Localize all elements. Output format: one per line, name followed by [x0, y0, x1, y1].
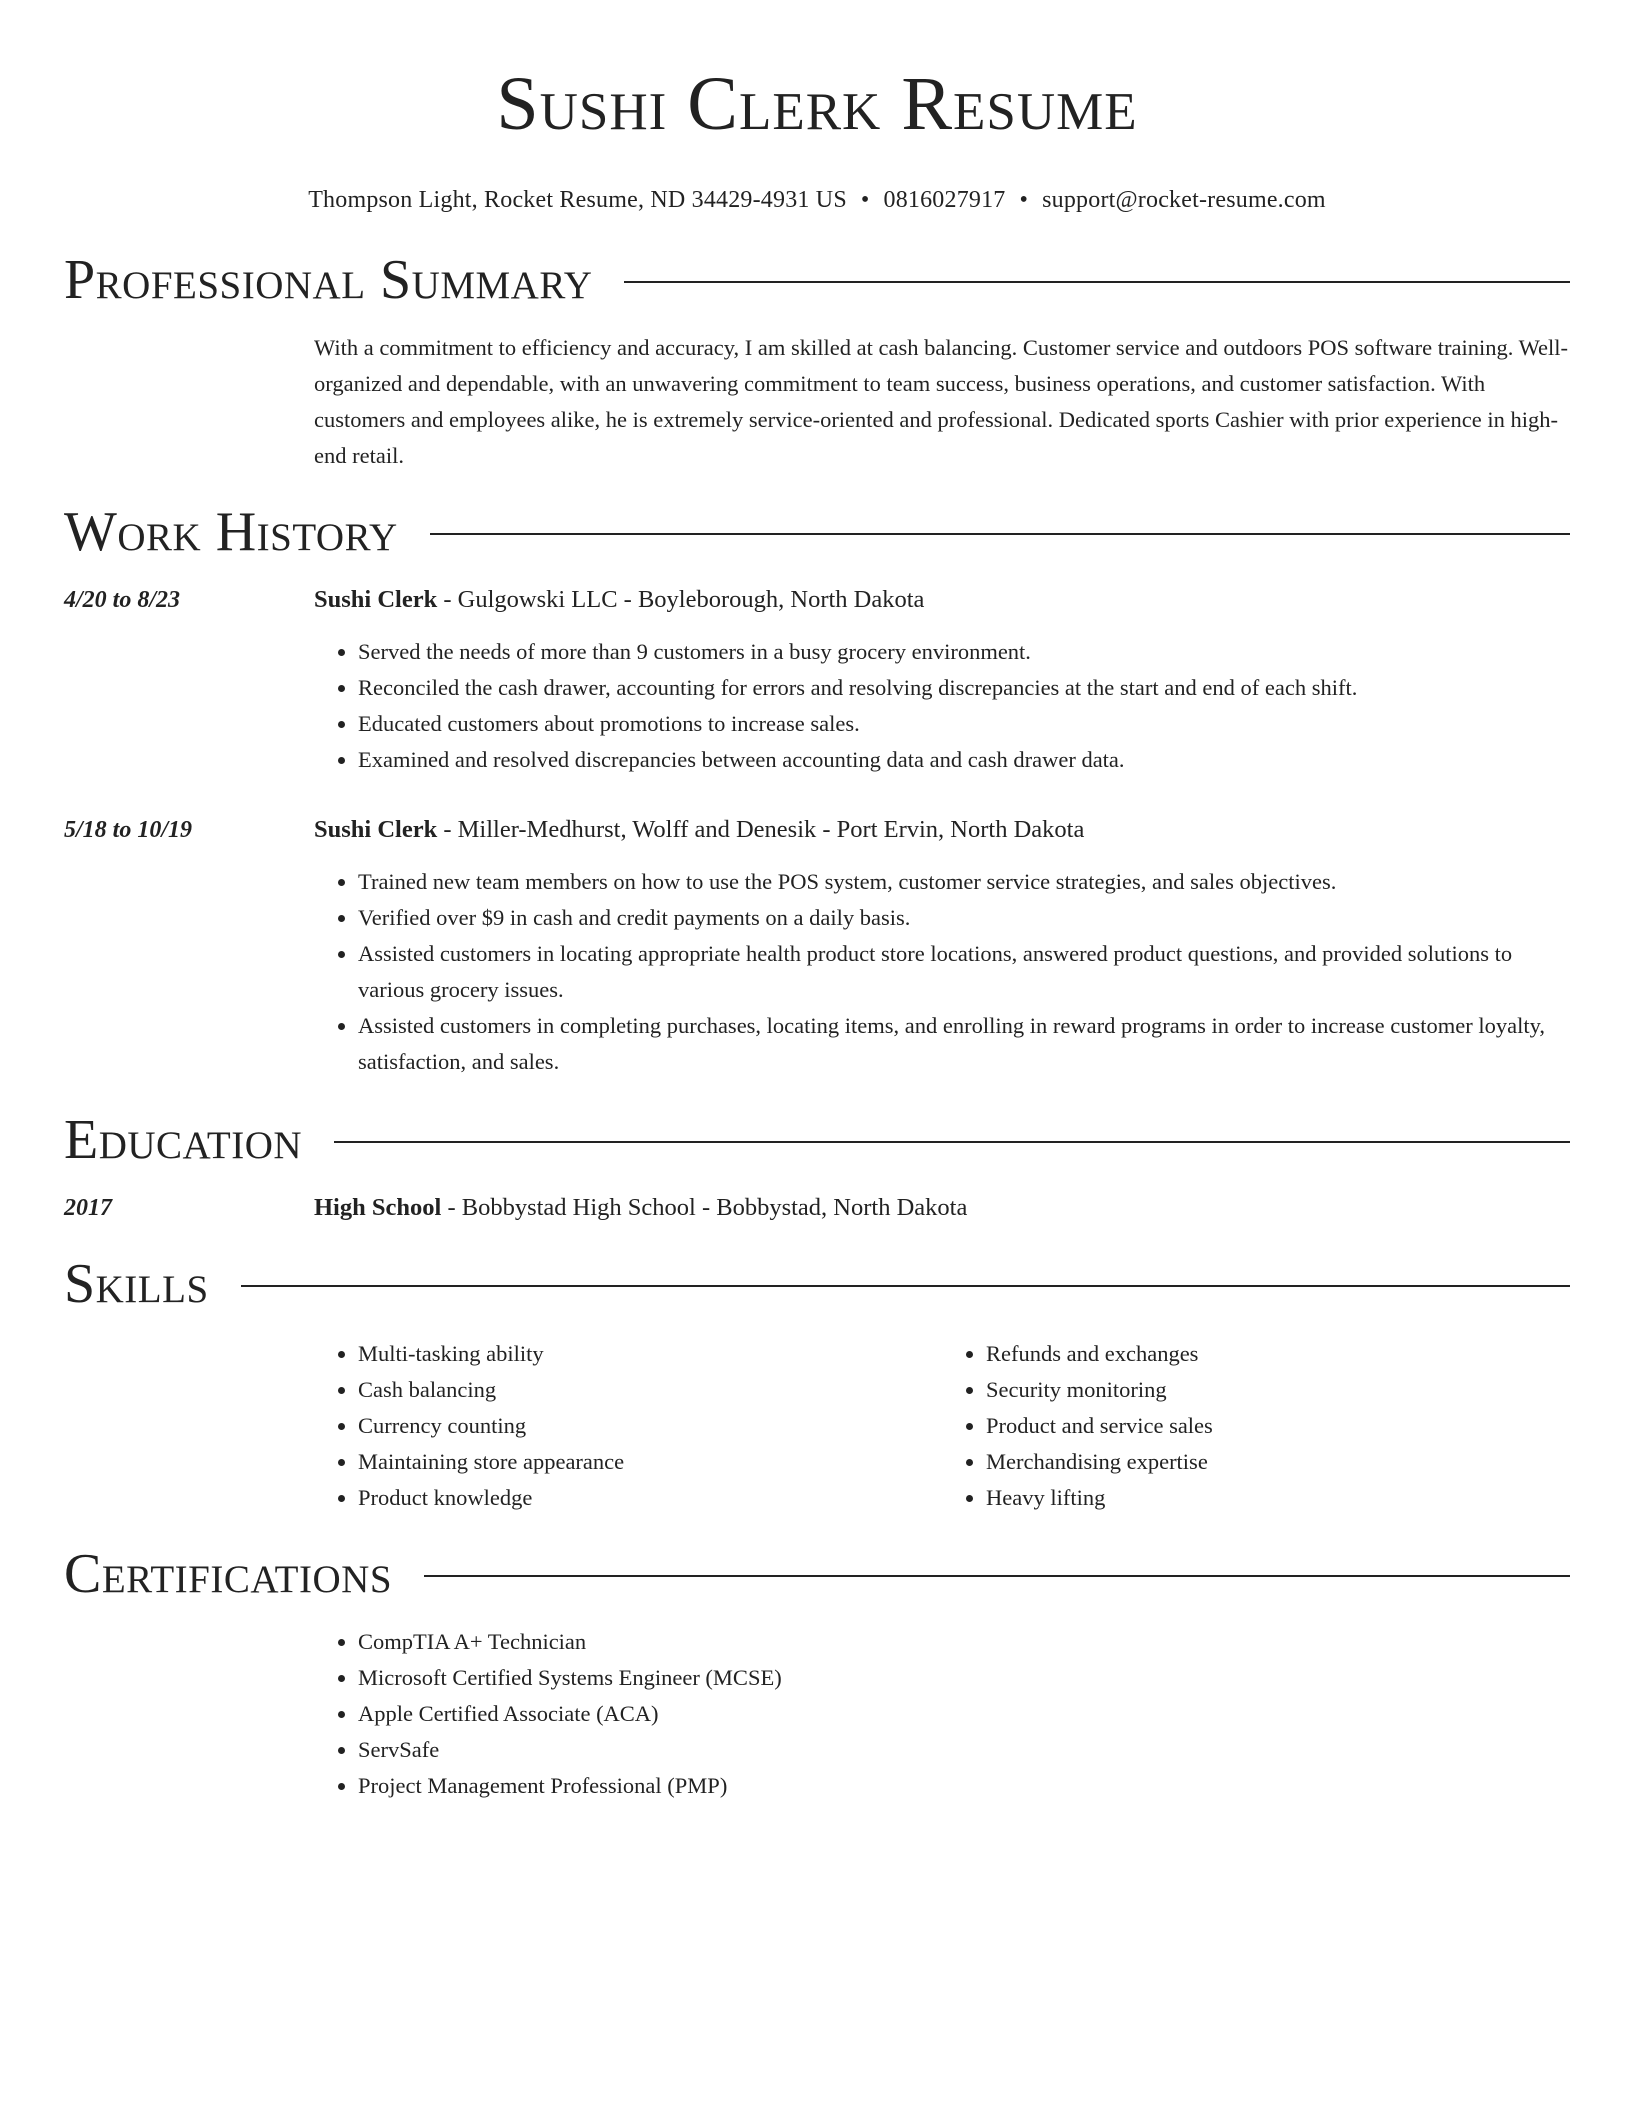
contact-phone: 0816027917 — [883, 187, 1006, 213]
certifications-section — [64, 1544, 1570, 1804]
list-item: • Security monitoring — [986, 1372, 1570, 1408]
contact-address: Thompson Light, Rocket Resume, ND 34429-4931 US — [308, 187, 847, 213]
certifications-heading-row — [64, 1544, 1570, 1604]
job-body — [314, 582, 1570, 778]
summary-heading-row — [64, 250, 1570, 310]
work-heading-row — [64, 502, 1570, 562]
job-body — [314, 812, 1570, 1080]
list-item: • Microsoft Certified Systems Engineer (MCSE) — [358, 1660, 1570, 1696]
contact-separator: • — [1019, 187, 1029, 213]
list-item: • Refunds and exchanges — [986, 1336, 1570, 1372]
education-degree: High School — [314, 1194, 442, 1221]
list-item: • Trained new team members on how to use the POS system, customer service strategies, and sales objectives. — [358, 864, 1570, 900]
certifications-list — [314, 1624, 1570, 1804]
list-item: • Product knowledge — [358, 1480, 942, 1516]
summary-section — [64, 250, 1570, 474]
education-heading-row — [64, 1110, 1570, 1170]
education-heading-line — [314, 1190, 1570, 1226]
contact-separator: • — [860, 187, 870, 213]
job-details: - Gulgowski LLC - Boyleborough, North Dakota — [437, 586, 925, 613]
job-dates: 4/20 to 8/23 — [64, 587, 181, 613]
education-section — [64, 1110, 1570, 1226]
work-heading: Work History — [64, 501, 398, 563]
contact-email: support@rocket-resume.com — [1042, 187, 1326, 213]
job-entry — [64, 812, 1570, 1080]
list-item: • Assisted customers in locating appropriate health product store locations, answered product questions, and provided solutions to various grocery issues. — [358, 936, 1570, 1008]
section-divider — [334, 1141, 1570, 1143]
list-item: • Currency counting — [358, 1408, 942, 1444]
job-role: Sushi Clerk — [314, 816, 438, 843]
job-heading — [314, 582, 1570, 618]
education-details: - Bobbystad High School - Bobbystad, North Dakota — [441, 1194, 968, 1221]
certifications-heading: Certifications — [64, 1543, 393, 1605]
resume-title: Sushi Clerk Resume — [496, 62, 1138, 146]
list-item: • Educated customers about promotions to increase sales. — [358, 706, 1570, 742]
list-item: • Reconciled the cash drawer, accounting for errors and resolving discrepancies at the start and end of each shift. — [358, 670, 1570, 706]
contact-line — [64, 184, 1570, 216]
list-item: • Maintaining store appearance — [358, 1444, 942, 1480]
list-item: • ServSafe — [358, 1732, 1570, 1768]
certifications-list-wrap — [314, 1624, 1570, 1804]
list-item: • Merchandising expertise — [986, 1444, 1570, 1480]
skills-section — [64, 1254, 1570, 1516]
list-item: • Product and service sales — [986, 1408, 1570, 1444]
list-item: • Assisted customers in completing purchases, locating items, and enrolling in reward programs in order to increase customer loyalty, satisfaction, and sales. — [358, 1008, 1570, 1080]
section-divider — [430, 533, 1570, 535]
job-entry — [64, 582, 1570, 778]
skills-heading: Skills — [64, 1253, 209, 1315]
list-item: • CompTIA A+ Technician — [358, 1624, 1570, 1660]
list-item: • Verified over $9 in cash and credit payments on a daily basis. — [358, 900, 1570, 936]
section-divider — [424, 1575, 1570, 1577]
list-item: • Cash balancing — [358, 1372, 942, 1408]
work-history-section — [64, 502, 1570, 1080]
list-item: • Multi-tasking ability — [358, 1336, 942, 1372]
list-item: • Examined and resolved discrepancies between accounting data and cash drawer data. — [358, 742, 1570, 778]
skills-list-left — [314, 1336, 942, 1516]
job-bullets — [314, 634, 1570, 778]
education-body — [314, 1190, 1570, 1226]
list-item: • Project Management Professional (PMP) — [358, 1768, 1570, 1804]
skills-grid — [314, 1336, 1570, 1516]
section-divider — [241, 1285, 1570, 1287]
job-role: Sushi Clerk — [314, 586, 438, 613]
education-year: 2017 — [64, 1195, 112, 1221]
section-divider — [624, 281, 1570, 283]
job-dates: 5/18 to 10/19 — [64, 817, 193, 843]
list-item: • Heavy lifting — [986, 1480, 1570, 1516]
skills-list-right — [942, 1336, 1570, 1516]
job-details: - Miller-Medhurst, Wolff and Denesik - Port Ervin, North Dakota — [437, 816, 1085, 843]
skills-heading-row — [64, 1254, 1570, 1314]
list-item: • Served the needs of more than 9 customers in a busy grocery environment. — [358, 634, 1570, 670]
summary-heading: Professional Summary — [64, 249, 593, 311]
job-bullets — [314, 864, 1570, 1080]
summary-text: With a commitment to efficiency and accuracy, I am skilled at cash balancing. Customer service and outdoors POS software training. Well-organized and dependable, with an unwavering commitment to team success, business operations, and customer satisfaction. With customers and employees alike, he is extremely service-oriented and professional. Dedicated sports Cashier with prior experience in high-end retail. — [314, 335, 1568, 468]
job-heading — [314, 812, 1570, 848]
education-heading: Education — [64, 1109, 303, 1171]
education-entry — [64, 1190, 1570, 1226]
list-item: • Apple Certified Associate (ACA) — [358, 1696, 1570, 1732]
